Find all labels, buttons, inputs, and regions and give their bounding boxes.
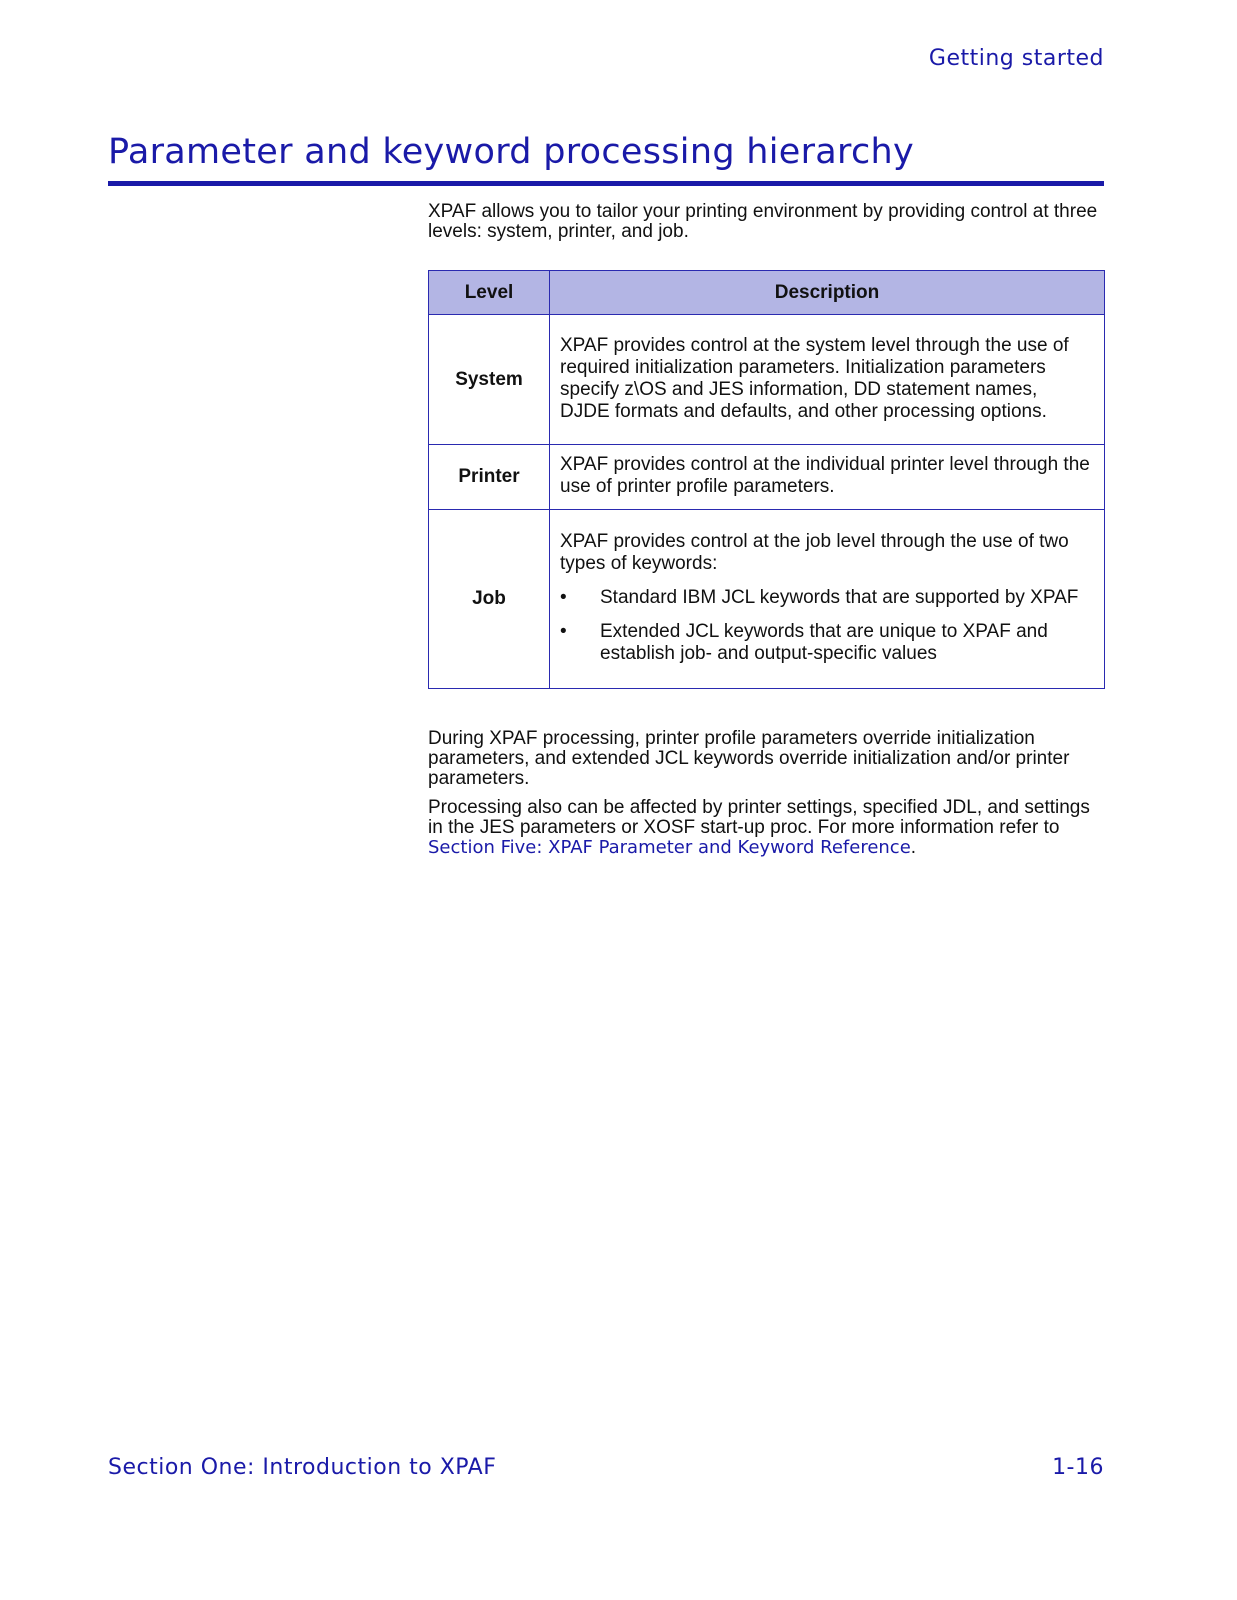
- table-row-printer: [429, 445, 1105, 510]
- list-item: [560, 587, 1092, 609]
- processing-text: Processing also can be affected by printer settings, specified JDL, and settings in the JES parameters or XOSF start-up proc. For more information refer to: [428, 797, 1090, 838]
- override-paragraph: During XPAF processing, printer profile parameters override initialization parameters, and extended JCL keywords override initialization and/or printer parameters.: [428, 728, 1070, 789]
- title-rule: [108, 181, 1104, 186]
- job-description-text: XPAF provides control at the job level through the use of two types of keywords:: [560, 531, 1069, 574]
- footer-page-number: 1-16: [1052, 1455, 1104, 1480]
- description-cell: [550, 510, 1105, 689]
- table-row-system: [429, 315, 1105, 445]
- level-cell: System: [429, 315, 550, 445]
- level-column-header: Level: [429, 271, 550, 315]
- footer-section-title: Section One: Introduction to XPAF: [108, 1455, 497, 1480]
- level-cell: Job: [429, 510, 550, 689]
- bullet-text: Standard IBM JCL keywords that are supported by XPAF: [600, 587, 1079, 608]
- intro-paragraph: XPAF allows you to tailor your printing environment by providing control at three levels: system, printer, and job.: [428, 201, 1098, 242]
- post-table-section: [428, 729, 1104, 858]
- levels-table: [428, 270, 1105, 689]
- bullet-icon: •: [560, 621, 567, 642]
- table-header-row: [429, 271, 1105, 315]
- intro-section: [428, 202, 1104, 242]
- description-cell: XPAF provides control at the system level through the use of required initialization parameters. Initialization parameters specify z\OS and JES information, DD statement names, DJDE formats and defaults, and other processing options.: [550, 315, 1105, 445]
- processing-suffix: .: [910, 837, 917, 858]
- processing-paragraph: [428, 798, 1104, 858]
- running-header: Getting started: [928, 46, 1104, 71]
- section-five-link[interactable]: Section Five: XPAF Parameter and Keyword Reference: [428, 837, 911, 858]
- bullet-icon: •: [560, 587, 567, 608]
- description-column-header: Description: [550, 271, 1105, 315]
- list-item: [560, 621, 1092, 665]
- level-cell: Printer: [429, 445, 550, 510]
- bullet-text: Extended JCL keywords that are unique to XPAF and establish job- and output-specific values: [600, 621, 1048, 664]
- page-title: Parameter and keyword processing hierarchy: [108, 132, 914, 172]
- description-cell: XPAF provides control at the individual printer level through the use of printer profile parameters.: [550, 445, 1105, 510]
- table-row-job: [429, 510, 1105, 689]
